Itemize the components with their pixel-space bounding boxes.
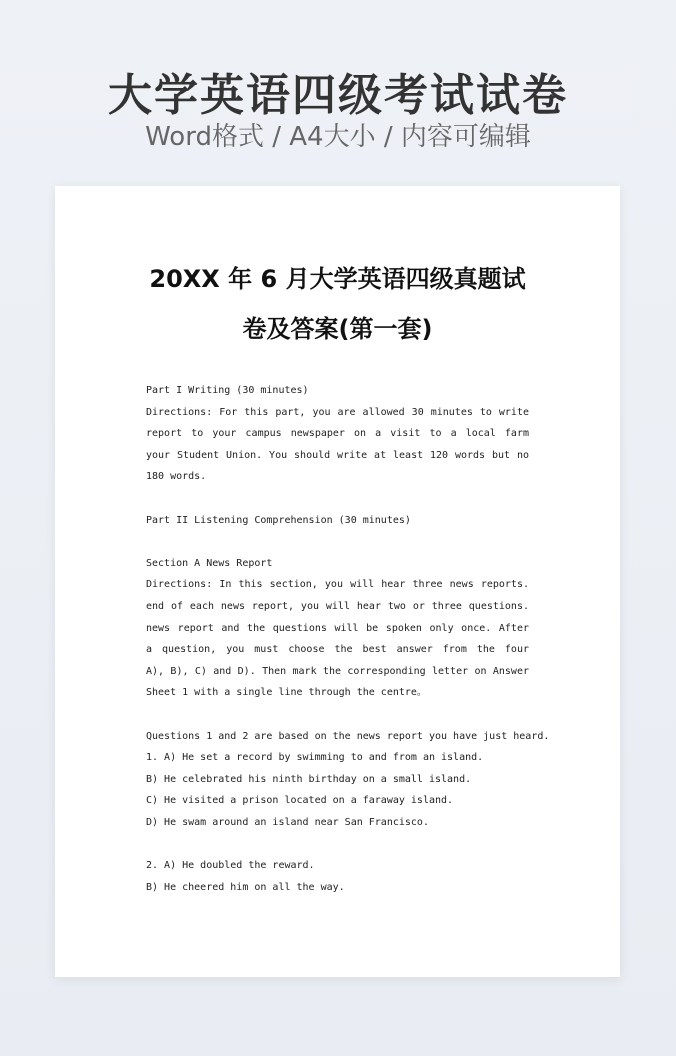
question-2-option: B) He cheered him on all the way. (146, 881, 345, 893)
document-body (146, 380, 550, 898)
question-1-option: 1. A) He set a record by swimming to and from an island. (146, 752, 484, 764)
part2-heading: Part II Listening Comprehension (30 minutes) (146, 514, 411, 526)
spacer (146, 833, 529, 855)
section-a-directions-line: A), B), C) and D). Then mark the corresponding letter on Answer (146, 665, 529, 677)
banner-title: 大学英语四级考试试卷 (108, 70, 568, 121)
question-2-option: 2. A) He doubled the reward. (146, 860, 315, 872)
document-title-line-2: 卷及答案(第一套) (242, 315, 433, 343)
part1-directions-line: your Student Union. You should write at least 120 words but no (146, 449, 529, 461)
question-1-option: D) He swam around an island near San Francisco. (146, 816, 429, 828)
promo-banner (0, 0, 676, 186)
document-title-line-1: 20XX 年 6 月大学英语四级真题试 (149, 265, 526, 293)
spacer (146, 531, 529, 553)
spacer (146, 488, 529, 510)
part1-directions-line: 180 words. (146, 471, 207, 483)
part1-directions-line: Directions: For this part, you are allowed 30 minutes to write (146, 406, 529, 418)
section-a-directions-line: news report and the questions will be spoken only once. After (146, 622, 529, 634)
part1-heading: Part I Writing (30 minutes) (146, 385, 309, 396)
part1-directions-line: report to your campus newspaper on a visit to a local farm (146, 428, 529, 440)
question-1-option: C) He visited a prison located on a faraway island. (146, 795, 454, 807)
section-a-heading: Section A News Report (146, 557, 273, 569)
section-a-directions-line: a question, you must choose the best answer from the four (146, 644, 529, 656)
spacer (146, 704, 529, 726)
question-1-option: B) He celebrated his ninth birthday on a small island. (146, 773, 472, 785)
banner-subtitle: Word格式 / A4大小 / 内容可编辑 (145, 122, 531, 152)
section-a-directions-line: Directions: In this section, you will hear three news reports. (146, 579, 529, 591)
questions-intro: Questions 1 and 2 are based on the news report you have just heard. (146, 730, 550, 742)
section-a-directions-line: end of each news report, you will hear two or three questions. (146, 600, 529, 612)
section-a-directions-line: Sheet 1 with a single line through the centre。 (146, 687, 427, 699)
document-page (55, 186, 620, 977)
